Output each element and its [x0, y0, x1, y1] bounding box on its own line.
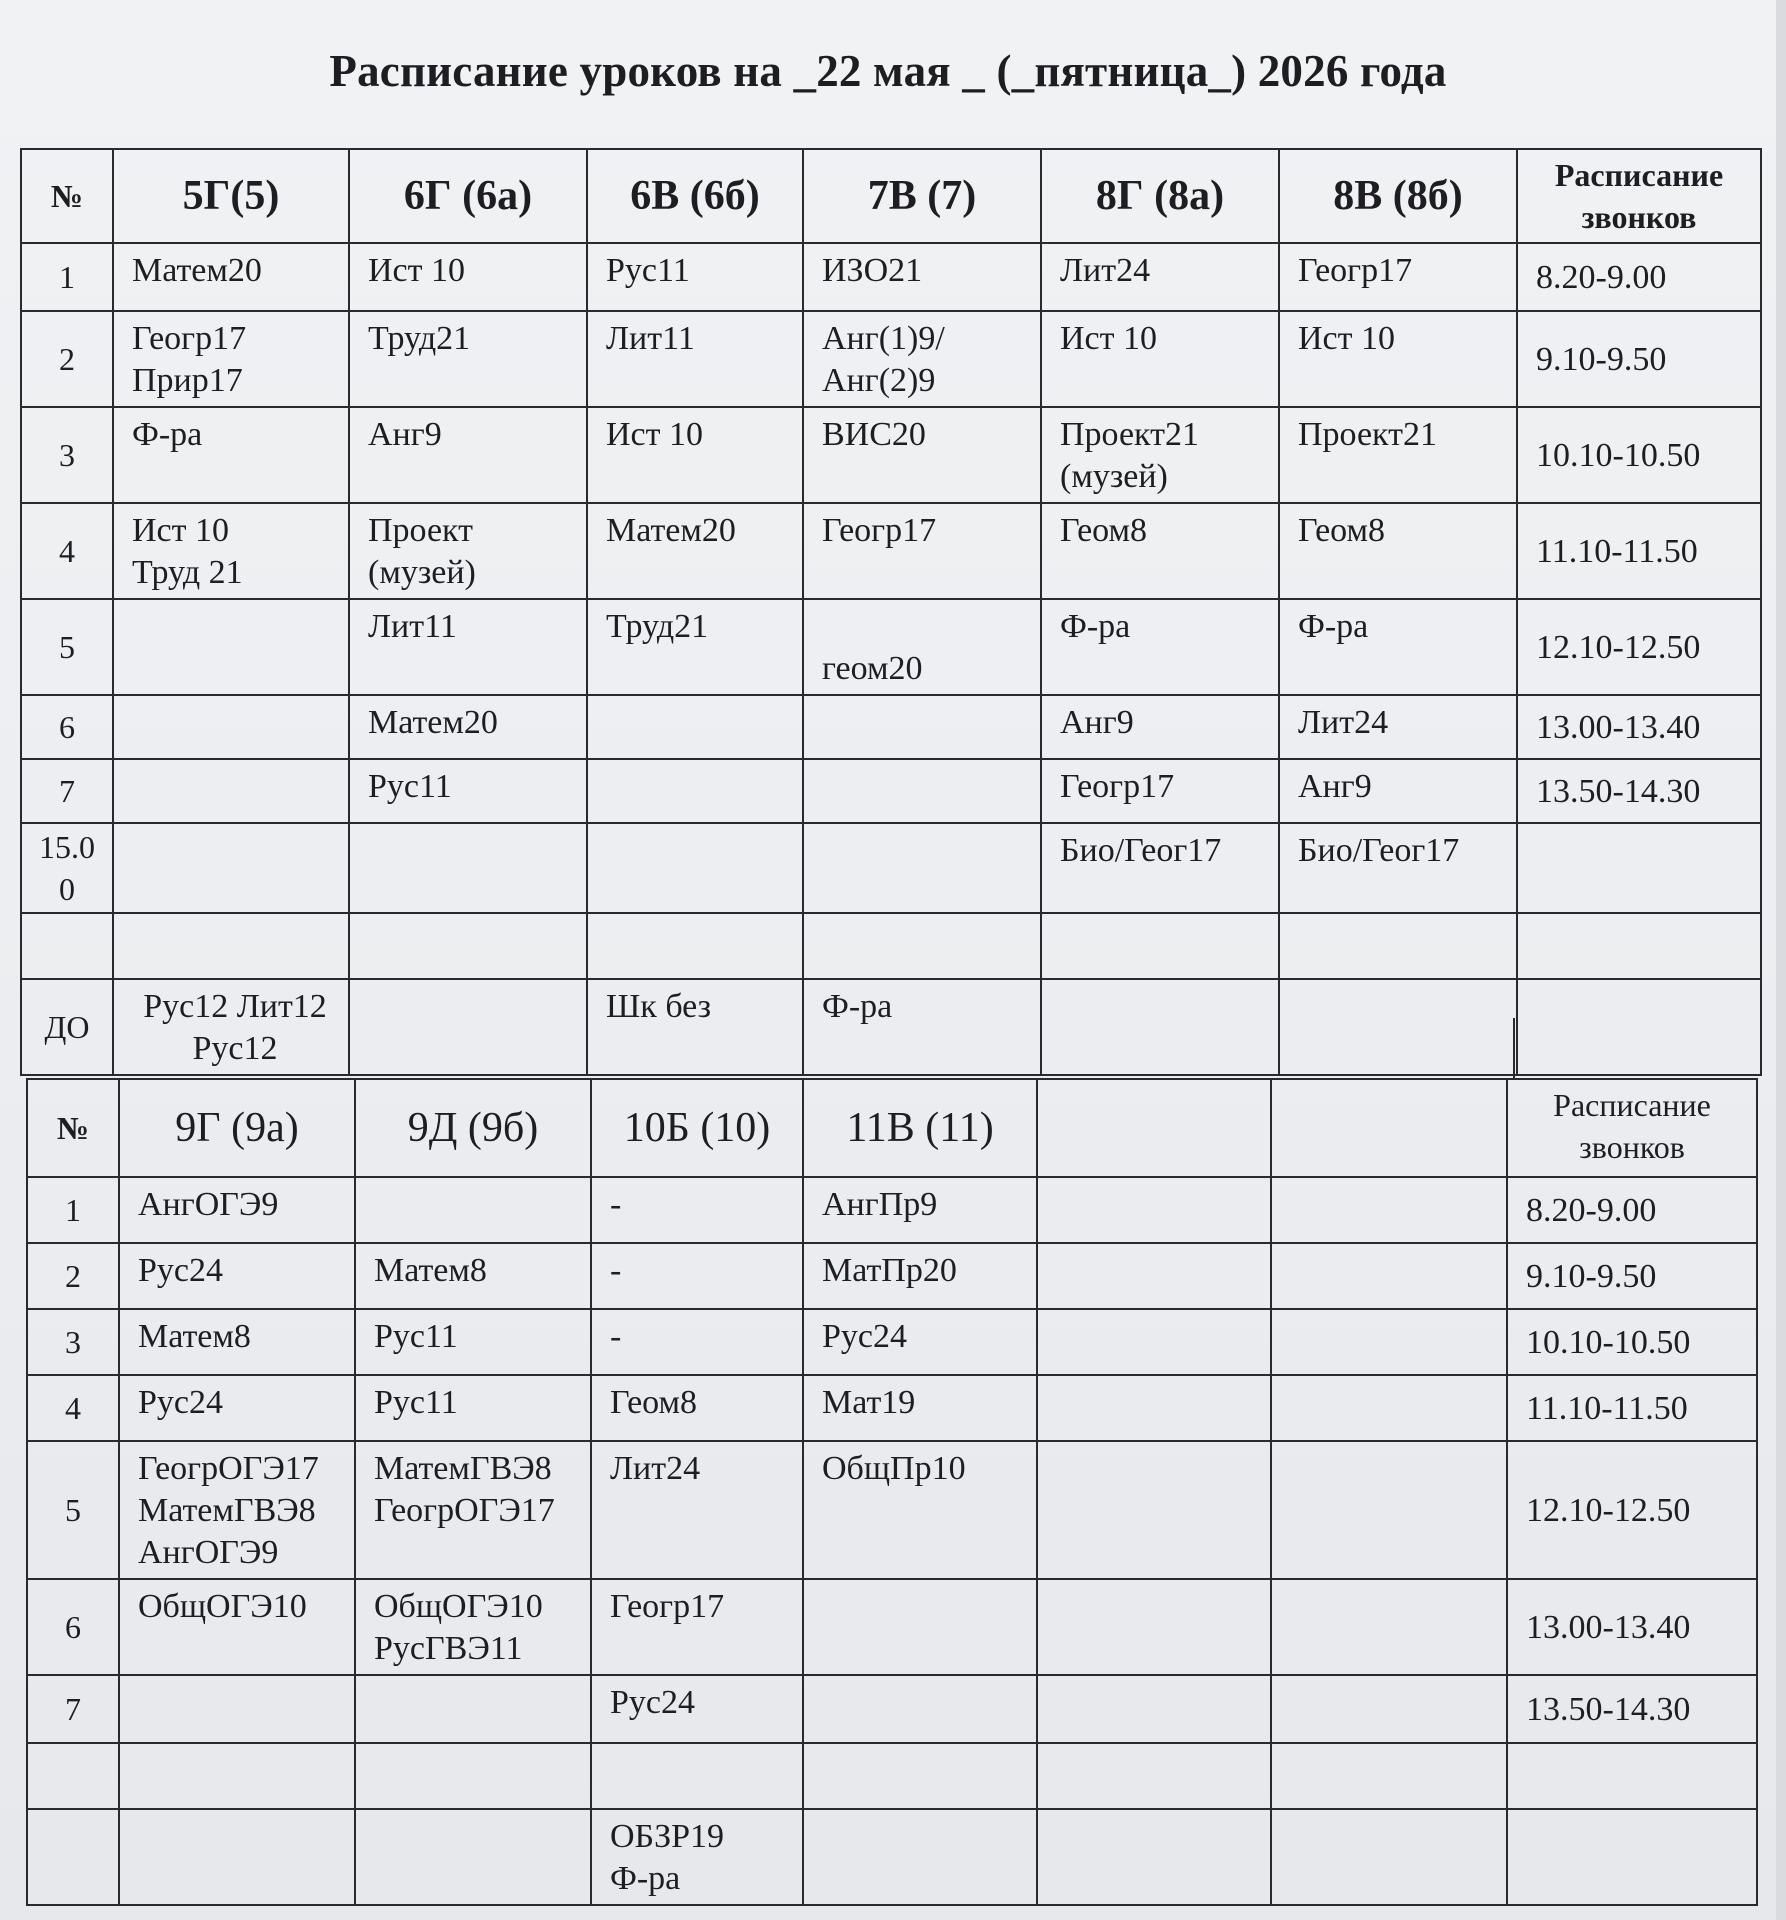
lesson-cell	[113, 759, 349, 823]
lesson-number: 4	[21, 503, 113, 599]
class-header: 6В (6б)	[587, 149, 803, 243]
lesson-cell: Ист 10	[1279, 311, 1517, 407]
lesson-cell: Рус12 Лит12 Рус12	[113, 979, 349, 1075]
lesson-cell: Геогр17	[1041, 759, 1279, 823]
lesson-number: 15.0 0	[21, 823, 113, 913]
lesson-number: 2	[27, 1243, 119, 1309]
header-row	[21, 149, 1761, 243]
lesson-number	[27, 1743, 119, 1809]
lesson-cell: Матем20	[587, 503, 803, 599]
class-header	[1271, 1079, 1507, 1177]
lesson-cell	[349, 979, 587, 1075]
bell-time	[1517, 823, 1761, 913]
lesson-cell	[1037, 1675, 1271, 1743]
lesson-cell	[803, 913, 1041, 979]
lesson-cell: АнгОГЭ9	[119, 1177, 355, 1243]
lesson-cell	[1279, 979, 1517, 1075]
lesson-cell: Био/Геог17	[1279, 823, 1517, 913]
lesson-cell	[1037, 1375, 1271, 1441]
lesson-cell	[803, 1809, 1037, 1905]
class-header: 6Г (6а)	[349, 149, 587, 243]
lesson-cell: Геогр17	[591, 1579, 803, 1675]
lesson-cell: МатПр20	[803, 1243, 1037, 1309]
lesson-cell: АнгПр9	[803, 1177, 1037, 1243]
table-row	[21, 503, 1761, 599]
bell-time: 12.10-12.50	[1517, 599, 1761, 695]
lesson-cell: ОБЗР19 Ф-ра	[591, 1809, 803, 1905]
lesson-cell: Ф-ра	[803, 979, 1041, 1075]
bell-time: 12.10-12.50	[1507, 1441, 1757, 1579]
lesson-cell: Ф-ра	[1279, 599, 1517, 695]
lesson-number: 2	[21, 311, 113, 407]
lesson-cell: -	[591, 1177, 803, 1243]
page-title: Расписание уроков на _22 мая _ (_пятница_) 2026 года	[329, 46, 1447, 96]
lesson-cell: Рус24	[803, 1309, 1037, 1375]
lesson-cell: Геогр17 Прир17	[113, 311, 349, 407]
table-row	[21, 823, 1761, 913]
table-row	[27, 1441, 1757, 1579]
lesson-cell	[355, 1743, 591, 1809]
lesson-cell: Анг9	[1279, 759, 1517, 823]
lesson-cell	[1271, 1809, 1507, 1905]
lesson-cell: Ф-ра	[113, 407, 349, 503]
lesson-cell	[113, 913, 349, 979]
lesson-cell: Проект (музей)	[349, 503, 587, 599]
lesson-cell: ОбщПр10	[803, 1441, 1037, 1579]
bell-time: 9.10-9.50	[1517, 311, 1761, 407]
lesson-cell	[349, 823, 587, 913]
lesson-number: 5	[27, 1441, 119, 1579]
lesson-cell: Труд21	[349, 311, 587, 407]
lesson-cell: Проект21	[1279, 407, 1517, 503]
lesson-cell	[355, 1675, 591, 1743]
class-header: 5Г(5)	[113, 149, 349, 243]
table-row	[21, 407, 1761, 503]
lesson-cell: Мат19	[803, 1375, 1037, 1441]
lesson-cell	[1037, 1743, 1271, 1809]
lesson-cell: Ист 10	[587, 407, 803, 503]
class-header: 9Д (9б)	[355, 1079, 591, 1177]
lesson-cell	[1037, 1309, 1271, 1375]
lesson-number: ДО	[21, 979, 113, 1075]
lesson-cell: Анг(1)9/ Анг(2)9	[803, 311, 1041, 407]
lesson-cell: Матем20	[349, 695, 587, 759]
class-header: 8Г (8а)	[1041, 149, 1279, 243]
lesson-cell	[113, 695, 349, 759]
lesson-cell	[587, 759, 803, 823]
lesson-cell: Геом8	[1041, 503, 1279, 599]
bell-schedule-header: Расписание звонков	[1507, 1079, 1757, 1177]
lesson-cell: Ист 10	[349, 243, 587, 311]
lesson-cell: Рус11	[587, 243, 803, 311]
lesson-cell	[803, 1743, 1037, 1809]
lesson-cell: Ист 10	[1041, 311, 1279, 407]
table-row	[21, 979, 1761, 1075]
lesson-cell: Геом8	[591, 1375, 803, 1441]
lesson-cell	[119, 1743, 355, 1809]
lesson-cell	[355, 1177, 591, 1243]
bell-time	[1507, 1809, 1757, 1905]
lesson-cell	[349, 913, 587, 979]
lesson-cell	[587, 823, 803, 913]
lesson-cell	[803, 1579, 1037, 1675]
lesson-cell: Геом8	[1279, 503, 1517, 599]
class-header: 8В (8б)	[1279, 149, 1517, 243]
lesson-cell: Лит11	[587, 311, 803, 407]
lesson-cell	[1271, 1177, 1507, 1243]
number-header: №	[21, 149, 113, 243]
lesson-cell	[1037, 1579, 1271, 1675]
lesson-cell: ВИС20	[803, 407, 1041, 503]
bell-time: 8.20-9.00	[1507, 1177, 1757, 1243]
bell-time: 13.00-13.40	[1507, 1579, 1757, 1675]
table-row	[27, 1243, 1757, 1309]
lesson-cell: -	[591, 1243, 803, 1309]
table-row	[21, 695, 1761, 759]
bell-time	[1517, 913, 1761, 979]
class-header: 11В (11)	[803, 1079, 1037, 1177]
table-row	[27, 1177, 1757, 1243]
lesson-cell: Лит11	[349, 599, 587, 695]
divider-line	[1513, 1018, 1515, 1078]
lesson-cell: Рус11	[355, 1309, 591, 1375]
lesson-cell: геом20	[803, 599, 1041, 695]
lesson-cell: Анг9	[1041, 695, 1279, 759]
lesson-cell: Ф-ра	[1041, 599, 1279, 695]
bell-time	[1507, 1743, 1757, 1809]
schedule-table-top	[20, 148, 1762, 1076]
lesson-number: 1	[27, 1177, 119, 1243]
lesson-cell	[1037, 1441, 1271, 1579]
lesson-cell: Анг9	[349, 407, 587, 503]
lesson-cell: Проект21 (музей)	[1041, 407, 1279, 503]
lesson-cell: Лит24	[1041, 243, 1279, 311]
lesson-cell	[803, 823, 1041, 913]
table-row	[21, 913, 1761, 979]
schedule-table-bottom	[26, 1078, 1758, 1906]
class-header: 9Г (9а)	[119, 1079, 355, 1177]
lesson-cell: Рус24	[119, 1243, 355, 1309]
bell-time: 13.50-14.30	[1517, 759, 1761, 823]
lesson-cell	[113, 599, 349, 695]
lesson-number: 3	[27, 1309, 119, 1375]
table-row	[27, 1579, 1757, 1675]
lesson-cell: ГеогрОГЭ17 МатемГВЭ8 АнгОГЭ9	[119, 1441, 355, 1579]
table-row	[27, 1309, 1757, 1375]
lesson-cell	[1037, 1243, 1271, 1309]
lesson-cell: Шк без	[587, 979, 803, 1075]
number-header: №	[27, 1079, 119, 1177]
table-row	[27, 1375, 1757, 1441]
table-row	[27, 1675, 1757, 1743]
lesson-number: 7	[27, 1675, 119, 1743]
table-row	[21, 311, 1761, 407]
lesson-cell	[591, 1743, 803, 1809]
bell-time: 13.00-13.40	[1517, 695, 1761, 759]
lesson-cell: Рус11	[355, 1375, 591, 1441]
lesson-cell	[1271, 1375, 1507, 1441]
class-header	[1037, 1079, 1271, 1177]
lesson-cell	[1271, 1441, 1507, 1579]
lesson-cell	[803, 695, 1041, 759]
lesson-cell: Лит24	[1279, 695, 1517, 759]
table-row	[21, 599, 1761, 695]
lesson-cell	[587, 695, 803, 759]
table-row	[21, 759, 1761, 823]
lesson-cell	[355, 1809, 591, 1905]
lesson-cell	[803, 759, 1041, 823]
lesson-cell: ОбщОГЭ10 РусГВЭ11	[355, 1579, 591, 1675]
lesson-number: 7	[21, 759, 113, 823]
lesson-cell	[1037, 1809, 1271, 1905]
table-row	[21, 243, 1761, 311]
lesson-cell: ОбщОГЭ10	[119, 1579, 355, 1675]
lesson-cell: Рус24	[119, 1375, 355, 1441]
lesson-number: 6	[27, 1579, 119, 1675]
lesson-cell	[1271, 1243, 1507, 1309]
bell-time: 11.10-11.50	[1517, 503, 1761, 599]
lesson-cell	[587, 913, 803, 979]
lesson-number: 4	[27, 1375, 119, 1441]
lesson-cell: Матем20	[113, 243, 349, 311]
lesson-cell: Матем8	[119, 1309, 355, 1375]
lesson-cell	[1271, 1675, 1507, 1743]
lesson-cell: Геогр17	[803, 503, 1041, 599]
lesson-cell	[1041, 979, 1279, 1075]
lesson-number: 6	[21, 695, 113, 759]
lesson-cell: МатемГВЭ8 ГеогрОГЭ17	[355, 1441, 591, 1579]
lesson-cell	[1279, 913, 1517, 979]
lesson-number	[21, 913, 113, 979]
lesson-cell	[113, 823, 349, 913]
bell-schedule-header: Расписание звонков	[1517, 149, 1761, 243]
bell-time	[1517, 979, 1761, 1075]
lesson-number: 3	[21, 407, 113, 503]
bell-time: 9.10-9.50	[1507, 1243, 1757, 1309]
header-row	[27, 1079, 1757, 1177]
lesson-cell: Матем8	[355, 1243, 591, 1309]
bell-time: 8.20-9.00	[1517, 243, 1761, 311]
table-row	[27, 1743, 1757, 1809]
lesson-cell: Био/Геог17	[1041, 823, 1279, 913]
lesson-cell	[1271, 1309, 1507, 1375]
lesson-cell	[1271, 1579, 1507, 1675]
lesson-number: 1	[21, 243, 113, 311]
lesson-cell	[119, 1809, 355, 1905]
table-row	[27, 1809, 1757, 1905]
lesson-number	[27, 1809, 119, 1905]
lesson-number: 5	[21, 599, 113, 695]
lesson-cell	[803, 1675, 1037, 1743]
lesson-cell: Геогр17	[1279, 243, 1517, 311]
lesson-cell	[119, 1675, 355, 1743]
lesson-cell: Лит24	[591, 1441, 803, 1579]
lesson-cell: Рус24	[591, 1675, 803, 1743]
lesson-cell	[1041, 913, 1279, 979]
bell-time: 10.10-10.50	[1507, 1309, 1757, 1375]
bell-time: 13.50-14.30	[1507, 1675, 1757, 1743]
lesson-cell: Рус11	[349, 759, 587, 823]
bell-time: 10.10-10.50	[1517, 407, 1761, 503]
class-header: 10Б (10)	[591, 1079, 803, 1177]
lesson-cell: Ист 10 Труд 21	[113, 503, 349, 599]
lesson-cell: Труд21	[587, 599, 803, 695]
lesson-cell: ИЗО21	[803, 243, 1041, 311]
bell-time: 11.10-11.50	[1507, 1375, 1757, 1441]
lesson-cell	[1271, 1743, 1507, 1809]
lesson-cell	[1037, 1177, 1271, 1243]
class-header: 7В (7)	[803, 149, 1041, 243]
lesson-cell: -	[591, 1309, 803, 1375]
